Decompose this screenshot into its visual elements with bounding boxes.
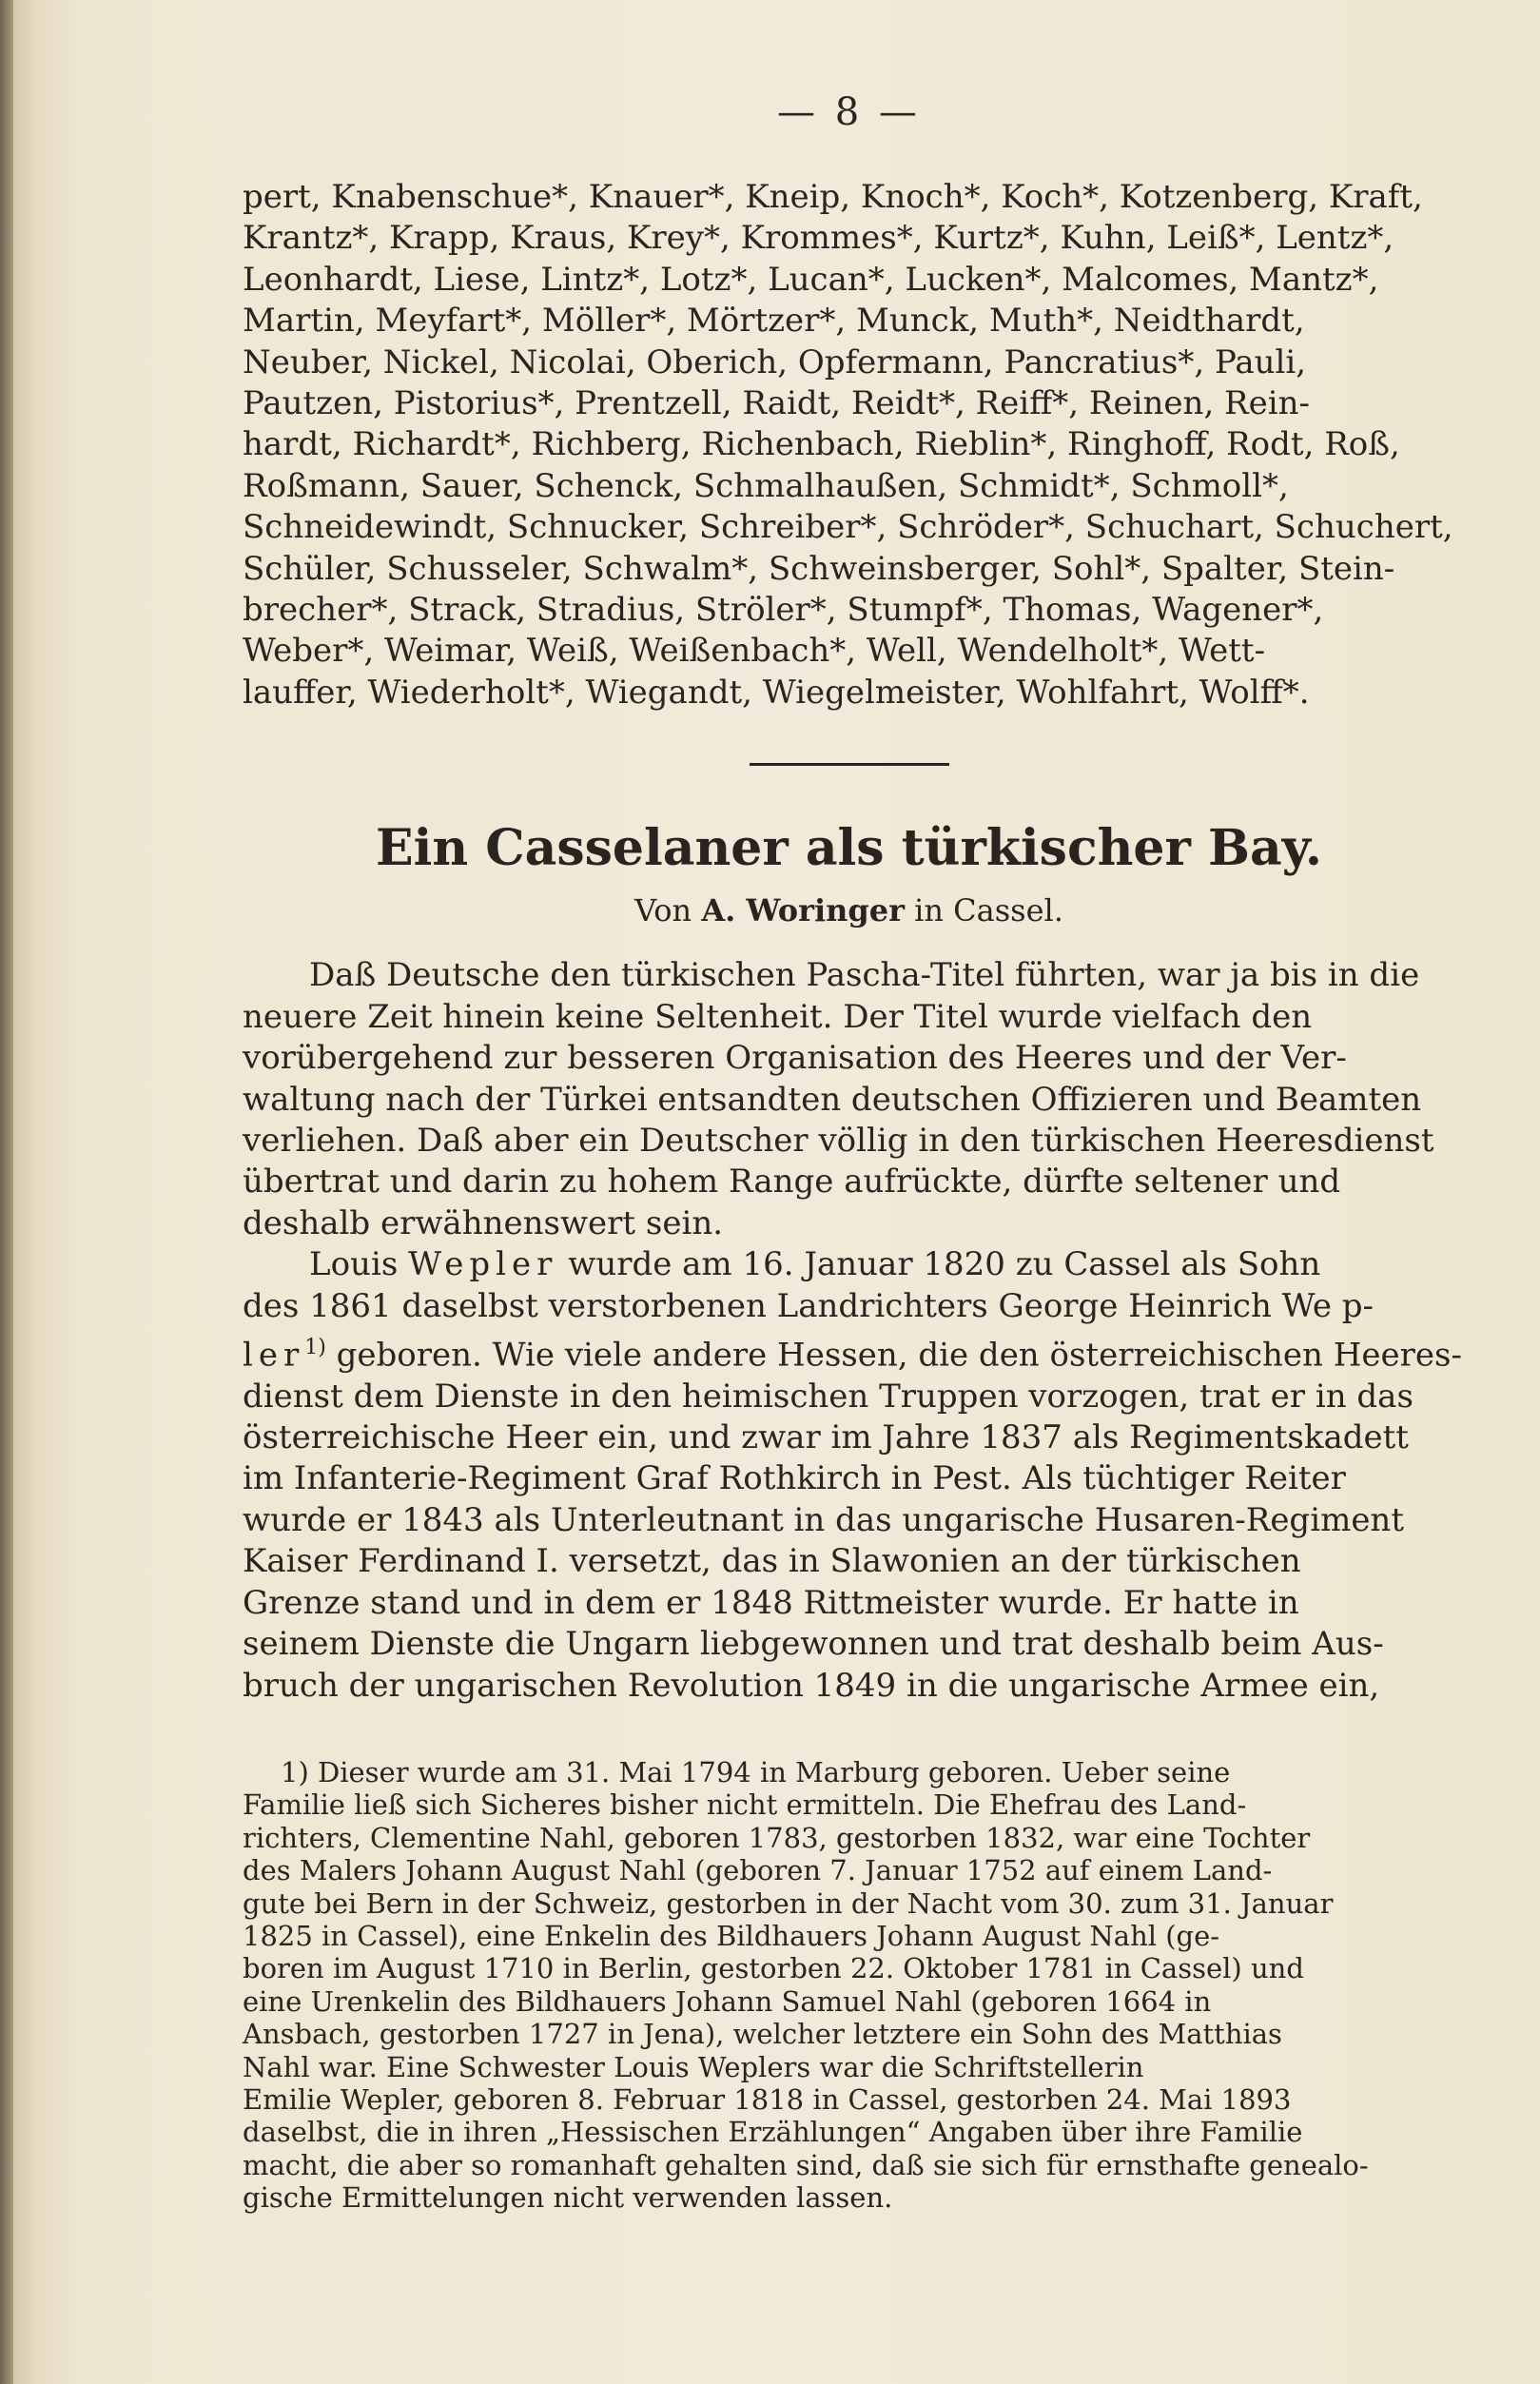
paragraph-line: [243, 1327, 1462, 1377]
footnote-line: gische Ermittelungen nicht verwenden lassen.: [243, 2181, 893, 2215]
page-content: [243, 90, 1462, 2215]
footnote-line: daselbst, die in ihren „Hessischen Erzählungen“ Angaben über ihre Familie: [243, 2116, 1303, 2149]
byline-suffix: in Cassel.: [914, 892, 1063, 929]
name-list-line: Weber*, Weimar, Weiß, Weißenbach*, Well, Wendelholt*, Wett-: [243, 632, 1266, 671]
article-byline: [243, 892, 1455, 928]
footnote-line: Familie ließ sich Sicheres bisher nicht ermitteln. Die Ehefrau des Land-: [243, 1788, 1247, 1822]
paragraph-text: geboren. Wie viele andere Hessen, die den österreichischen Heeres-: [336, 1336, 1462, 1375]
paragraph-line: waltung nach der Türkei entsandten deutschen Offizieren und Beamten: [243, 1080, 1422, 1119]
paragraph-line: verliehen. Daß aber ein Deutscher völlig in den türkischen Heeresdienst: [243, 1121, 1434, 1160]
name-list-line: Martin, Meyfart*, Möller*, Mörtzer*, Munck, Muth*, Neidthardt,: [243, 302, 1305, 341]
name-list-line: Krantz*, Krapp, Kraus, Krey*, Krommes*, Kurtz*, Kuhn, Leiß*, Lentz*,: [243, 219, 1394, 258]
paragraph-line: neuere Zeit hinein keine Seltenheit. Der Titel wurde vielfach den: [243, 997, 1313, 1036]
name-list-line: lauffer, Wiederholt*, Wiegandt, Wiegelmeister, Wohlfahrt, Wolff*.: [243, 673, 1310, 712]
person-name-spaced: ler: [243, 1336, 305, 1375]
byline-author: A. Woringer: [701, 892, 905, 929]
footnote-line: gute bei Bern in der Schweiz, gestorben in der Nacht vom 30. zum 31. Januar: [243, 1886, 1334, 1920]
page-number: — 8 —: [777, 90, 921, 134]
footnote-line: Emilie Wepler, geboren 8. Februar 1818 in Cassel, gestorben 24. Mai 1893: [243, 2082, 1292, 2116]
paragraph-line: übertrat und darin zu hohem Range aufrückte, dürfte seltener und: [243, 1163, 1341, 1202]
paragraph-line: bruch der ungarischen Revolution 1849 in die ungarische Armee ein,: [243, 1666, 1380, 1705]
paragraph-text: Louis: [309, 1245, 399, 1284]
name-list-line: Pautzen, Pistorius*, Prentzell, Raidt, Reidt*, Reiff*, Reinen, Rein-: [243, 384, 1311, 423]
paragraph-line: des 1861 daselbst verstorbenen Landrichters George Heinrich We p-: [243, 1286, 1374, 1325]
paragraph-line: [243, 1244, 1455, 1285]
byline-prefix: Von: [634, 892, 692, 929]
paragraph-line: österreichische Heer ein, und zwar im Jahre 1837 als Regimentskadett: [243, 1418, 1409, 1457]
footnote-line: Nahl war. Eine Schwester Louis Weplers war die Schriftstellerin: [243, 2050, 1144, 2083]
footnote-line: eine Urenkelin des Bildhauers Johann Samuel Nahl (geboren 1664 in: [243, 1984, 1212, 2018]
footnote: [243, 1756, 1455, 2215]
paragraph-line: dienst dem Dienste in den heimischen Truppen vorzogen, trat er in das: [243, 1377, 1413, 1416]
footnote-line: boren im August 1710 in Berlin, gestorben 22. Oktober 1781 in Cassel) und: [243, 1952, 1304, 1985]
article-title: Ein Casselaner als türkischer Bay.: [375, 819, 1322, 878]
footnote-line: 1) Dieser wurde am 31. Mai 1794 in Marburg geboren. Ueber seine: [281, 1755, 1231, 1788]
name-list: [243, 177, 1455, 713]
name-list-line: hardt, Richardt*, Richberg, Richenbach, Rieblin*, Ringhoff, Rodt, Roß,: [243, 425, 1400, 464]
section-divider: [750, 763, 949, 766]
name-list-line: brecher*, Strack, Stradius, Ströler*, Stumpf*, Thomas, Wagener*,: [243, 591, 1324, 630]
paragraph-line: Grenze stand und in dem er 1848 Rittmeister wurde. Er hatte in: [243, 1583, 1299, 1622]
footnote-reference: 1): [304, 1335, 326, 1359]
paragraph-line: im Infanterie-Regiment Graf Rothkirch in Pest. Als tüchtiger Reiter: [243, 1459, 1346, 1498]
footnote-line: macht, die aber so romanhaft gehalten sind, daß sie sich für ernsthafte genealo-: [243, 2148, 1369, 2181]
book-binding-edge: [0, 0, 13, 2384]
article-paragraph-2: [243, 1244, 1462, 1707]
paragraph-line: vorübergehend zur besseren Organisation des Heeres und der Ver-: [243, 1039, 1347, 1078]
footnote-line: richters, Clementine Nahl, geboren 1783, gestorben 1832, war eine Tochter: [243, 1821, 1311, 1854]
paragraph-line: wurde er 1843 als Unterleutnant in das ungarische Husaren-Regiment: [243, 1500, 1404, 1539]
paragraph-line: Daß Deutsche den türkischen Pascha-Titel führten, war ja bis in die: [309, 956, 1420, 995]
footnote-line: Ansbach, gestorben 1727 in Jena), welcher letztere ein Sohn des Matthias: [243, 2018, 1282, 2051]
name-list-line: Schüler, Schusseler, Schwalm*, Schweinsberger, Sohl*, Spalter, Stein-: [243, 549, 1395, 588]
name-list-line: Roßmann, Sauer, Schenck, Schmalhaußen, Schmidt*, Schmoll*,: [243, 466, 1289, 505]
paragraph-line: seinem Dienste die Ungarn liebgewonnen und trat deshalb beim Aus-: [243, 1625, 1384, 1664]
paragraph-line: deshalb erwähnenswert sein.: [243, 1203, 724, 1242]
footnote-line: 1825 in Cassel), eine Enkelin des Bildhauers Johann August Nahl (ge-: [243, 1919, 1220, 1952]
name-list-line: Neuber, Nickel, Nicolai, Oberich, Opfermann, Pancratius*, Pauli,: [243, 342, 1307, 381]
person-name-spaced: Wepler: [408, 1245, 558, 1284]
name-list-line: pert, Knabenschue*, Knauer*, Kneip, Knoch*, Koch*, Kotzenberg, Kraft,: [243, 178, 1423, 216]
article-paragraph-1: [243, 955, 1455, 1244]
name-list-line: Leonhardt, Liese, Lintz*, Lotz*, Lucan*, Lucken*, Malcomes, Mantz*,: [243, 260, 1379, 299]
name-list-line: Schneidewindt, Schnucker, Schreiber*, Schröder*, Schuchart, Schuchert,: [243, 508, 1453, 547]
footnote-line: des Malers Johann August Nahl (geboren 7. Januar 1752 auf einem Land-: [243, 1854, 1273, 1887]
paragraph-line: Kaiser Ferdinand I. versetzt, das in Slawonien an der türkischen: [243, 1542, 1301, 1581]
paragraph-text: wurde am 16. Januar 1820 zu Cassel als Sohn: [568, 1245, 1321, 1284]
